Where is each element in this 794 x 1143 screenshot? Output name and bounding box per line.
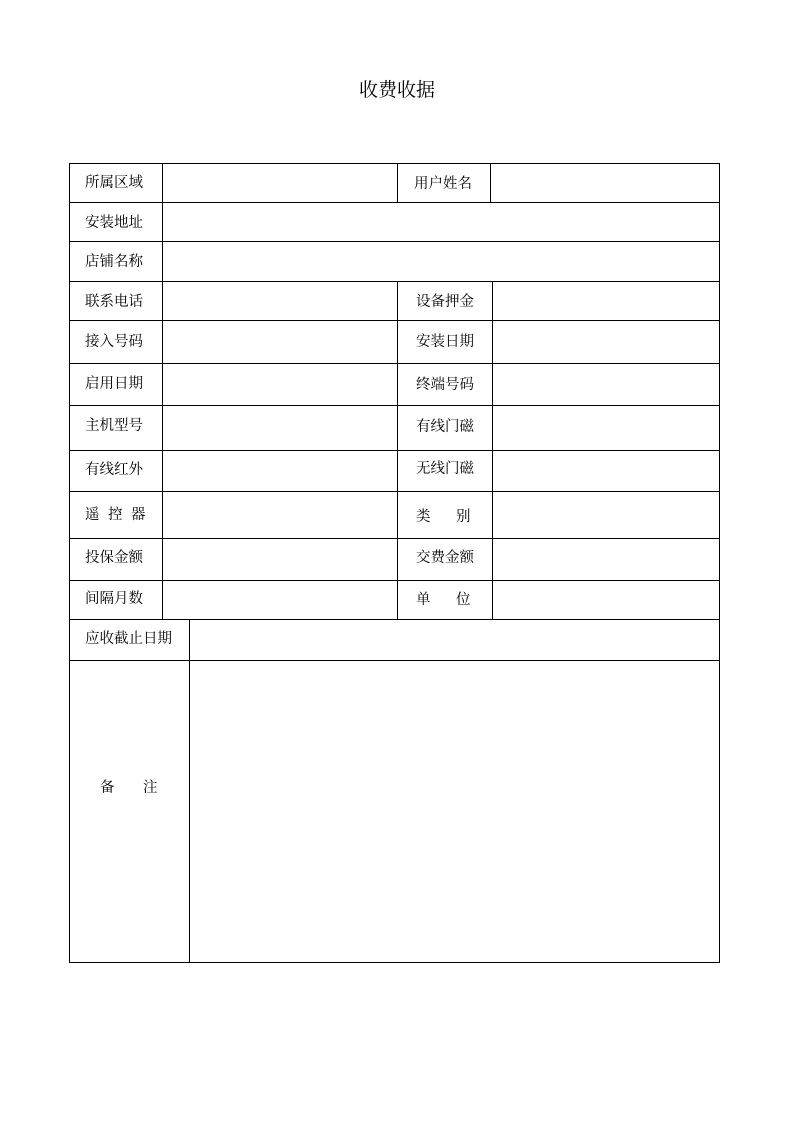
unit-field[interactable] — [493, 581, 719, 619]
label-interval-months: 间隔月数 — [85, 591, 143, 607]
label-wired-door-sensor: 有线门磁 — [416, 419, 474, 435]
payment-amount-field[interactable] — [493, 539, 719, 580]
label-host-model: 主机型号 — [85, 418, 143, 434]
label-region: 所属区域 — [85, 175, 143, 191]
label-install-date: 安装日期 — [416, 334, 474, 350]
label-wireless-door-sensor: 无线门磁 — [416, 461, 474, 477]
label-user-name: 用户姓名 — [414, 176, 472, 192]
label-phone: 联系电话 — [85, 294, 143, 310]
label-equipment-deposit: 设备押金 — [416, 294, 474, 310]
label-payment-amount: 交费金额 — [416, 550, 474, 566]
host-model-field[interactable] — [163, 406, 397, 450]
equipment-deposit-field[interactable] — [493, 282, 719, 320]
label-access-number: 接入号码 — [85, 334, 143, 350]
label-shop-name: 店铺名称 — [85, 254, 143, 270]
wired-door-sensor-field[interactable] — [493, 406, 719, 450]
install-date-field[interactable] — [493, 321, 719, 363]
region-field[interactable] — [163, 164, 397, 202]
install-address-field[interactable] — [163, 203, 719, 241]
wired-infrared-field[interactable] — [163, 451, 397, 491]
label-terminal-number: 终端号码 — [416, 377, 474, 393]
category-field[interactable] — [493, 492, 719, 538]
label-remarks-char-2: 注 — [143, 780, 158, 796]
label-due-date: 应收截止日期 — [85, 631, 172, 647]
wireless-door-sensor-field[interactable] — [493, 451, 719, 491]
label-unit-char-1: 单 — [416, 592, 431, 608]
remote-control-field[interactable] — [163, 492, 397, 538]
column-divider — [397, 163, 398, 203]
user-name-field[interactable] — [491, 164, 719, 202]
label-activation-date: 启用日期 — [85, 376, 143, 392]
label-remote-control-char-2: 控 — [108, 507, 123, 523]
label-wired-infrared: 有线红外 — [85, 462, 143, 478]
column-divider — [397, 281, 398, 620]
label-remarks-char-1: 备 — [100, 780, 115, 796]
activation-date-field[interactable] — [163, 364, 397, 405]
table-border-bottom — [69, 962, 720, 963]
table-border-left — [69, 163, 70, 963]
receipt-form-table — [69, 163, 720, 963]
page-title: 收费收据 — [358, 79, 435, 101]
due-date-field[interactable] — [190, 620, 719, 660]
label-remote-control-char-3: 器 — [131, 507, 146, 523]
label-install-address: 安装地址 — [85, 215, 143, 231]
label-category-char-1: 类 — [416, 509, 431, 525]
label-category-char-2: 别 — [456, 509, 471, 525]
remarks-field[interactable] — [190, 661, 719, 962]
interval-months-field[interactable] — [163, 581, 397, 619]
label-unit-char-2: 位 — [456, 592, 471, 608]
table-border-right — [719, 163, 720, 963]
terminal-number-field[interactable] — [493, 364, 719, 405]
phone-field[interactable] — [163, 282, 397, 320]
access-number-field[interactable] — [163, 321, 397, 363]
label-remote-control-char-1: 遥 — [85, 507, 100, 523]
shop-name-field[interactable] — [163, 242, 719, 281]
label-insured-amount: 投保金额 — [85, 550, 143, 566]
insured-amount-field[interactable] — [163, 539, 397, 580]
